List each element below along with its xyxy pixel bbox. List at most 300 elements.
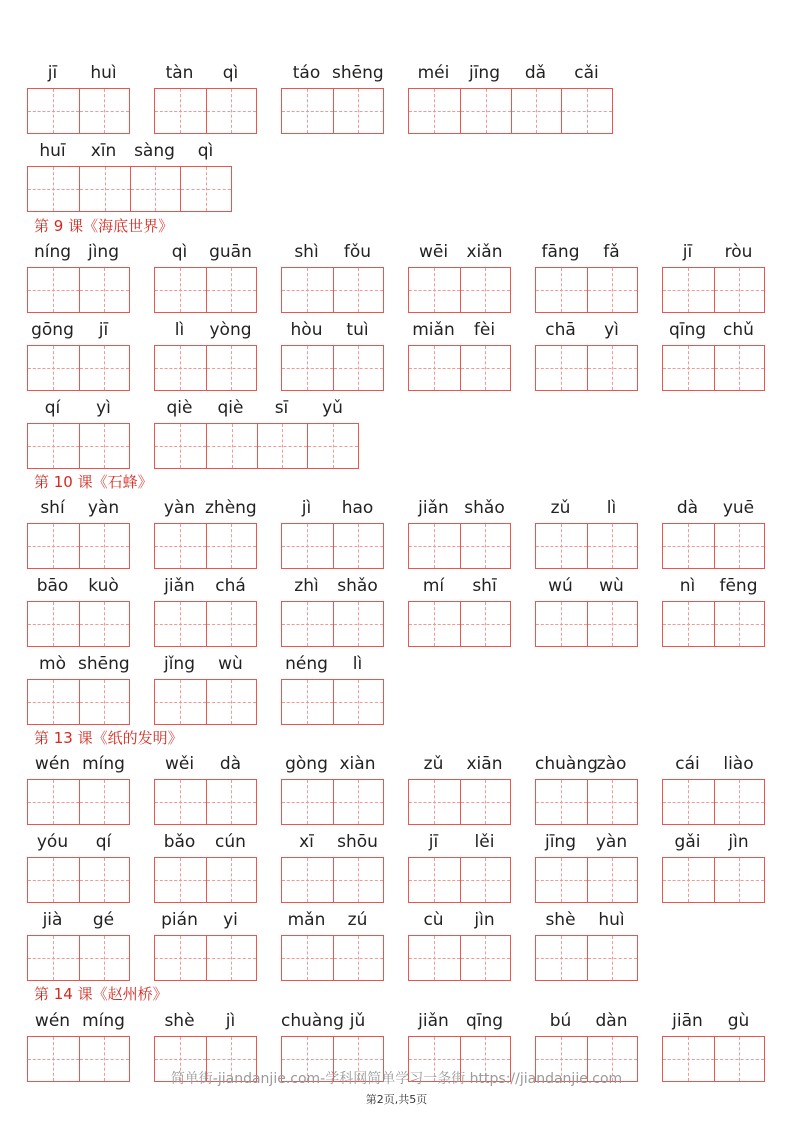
pinyin-group [154, 753, 256, 775]
writing-grid[interactable] [281, 935, 384, 981]
writing-cell[interactable] [155, 680, 206, 724]
pinyin-group [535, 575, 637, 597]
writing-cell[interactable] [79, 424, 130, 468]
writing-cell[interactable] [587, 858, 638, 902]
writing-grid[interactable] [27, 88, 130, 134]
writing-cell[interactable] [257, 424, 308, 468]
pinyin-group [154, 1010, 256, 1032]
writing-grid[interactable] [535, 267, 638, 313]
footer-watermark: 简单街-jiandanjie.com-学科网简单学习一条街 https://jiandanjie.com [170, 1071, 623, 1087]
writing-grid[interactable] [281, 779, 384, 825]
writing-cell[interactable] [79, 780, 130, 824]
writing-cell[interactable] [587, 268, 638, 312]
pinyin-syllable: zhèng [205, 498, 257, 518]
pinyin-group [281, 319, 383, 341]
writing-grid[interactable] [154, 523, 257, 569]
writing-cell[interactable] [79, 858, 130, 902]
pinyin-group [408, 575, 510, 597]
writing-cell[interactable] [663, 858, 714, 902]
writing-cell[interactable] [28, 680, 79, 724]
pinyin-group [27, 241, 129, 263]
writing-grid[interactable] [535, 935, 638, 981]
writing-cell[interactable] [333, 858, 384, 902]
pinyin-syllable: gù [727, 1011, 750, 1031]
pinyin-group [27, 140, 231, 162]
writing-grid[interactable] [154, 857, 257, 903]
writing-grid[interactable] [535, 779, 638, 825]
pinyin-syllable: nì [679, 576, 696, 596]
writing-grid[interactable] [154, 88, 257, 134]
writing-cell[interactable] [282, 602, 333, 646]
pinyin-syllable: zǔ [423, 754, 444, 774]
pinyin-syllable: néng [285, 654, 328, 674]
writing-cell[interactable] [79, 89, 130, 133]
writing-grid[interactable] [27, 601, 130, 647]
pinyin-syllable: jī [47, 63, 58, 83]
writing-cell[interactable] [714, 346, 765, 390]
pinyin-group [281, 909, 383, 931]
pinyin-syllable: huī [39, 141, 66, 161]
writing-cell[interactable] [460, 89, 511, 133]
writing-grid[interactable] [281, 679, 384, 725]
pinyin-group [281, 241, 383, 263]
writing-cell[interactable] [155, 424, 206, 468]
pinyin-syllable: xiān [466, 754, 503, 774]
writing-grid[interactable] [662, 345, 765, 391]
writing-cell[interactable] [714, 602, 765, 646]
writing-cell[interactable] [409, 858, 460, 902]
pinyin-group [154, 497, 256, 519]
writing-grid[interactable] [408, 935, 511, 981]
pinyin-syllable: lì [352, 654, 363, 674]
writing-grid[interactable] [535, 523, 638, 569]
writing-cell[interactable] [155, 524, 206, 568]
pinyin-syllable: liào [723, 754, 754, 774]
pinyin-group [408, 909, 510, 931]
writing-cell[interactable] [714, 780, 765, 824]
writing-cell[interactable] [333, 680, 384, 724]
writing-cell[interactable] [282, 780, 333, 824]
pinyin-syllable: yàn [163, 498, 196, 518]
writing-cell[interactable] [333, 524, 384, 568]
pinyin-group [27, 653, 129, 675]
writing-cell[interactable] [663, 524, 714, 568]
pinyin-syllable: miǎn [412, 320, 455, 340]
pinyin-group [154, 653, 256, 675]
writing-cell[interactable] [155, 89, 206, 133]
writing-cell[interactable] [587, 936, 638, 980]
pinyin-syllable: bú [549, 1011, 572, 1031]
pinyin-syllable: jǔ [349, 1011, 366, 1031]
writing-cell[interactable] [79, 268, 130, 312]
writing-grid[interactable] [27, 423, 130, 469]
writing-cell[interactable] [28, 424, 79, 468]
pinyin-syllable: lěi [474, 832, 495, 852]
writing-grid[interactable] [662, 601, 765, 647]
pinyin-syllable: qí [95, 832, 112, 852]
pinyin-syllable: méi [417, 63, 450, 83]
writing-cell[interactable] [409, 346, 460, 390]
writing-cell[interactable] [333, 346, 384, 390]
writing-grid[interactable] [281, 345, 384, 391]
writing-grid[interactable] [154, 267, 257, 313]
writing-grid[interactable] [662, 267, 765, 313]
pinyin-syllable: fēng [719, 576, 758, 596]
writing-grid[interactable] [535, 601, 638, 647]
writing-cell[interactable] [460, 602, 511, 646]
pinyin-syllable: wú [548, 576, 573, 596]
pinyin-syllable: zú [347, 910, 368, 930]
writing-cell[interactable] [28, 346, 79, 390]
writing-cell[interactable] [155, 346, 206, 390]
pinyin-group [535, 319, 637, 341]
writing-grid[interactable] [27, 345, 130, 391]
writing-cell[interactable] [206, 89, 257, 133]
writing-grid[interactable] [408, 345, 511, 391]
pinyin-syllable: jìn [728, 832, 749, 852]
writing-cell[interactable] [536, 780, 587, 824]
writing-cell[interactable] [155, 780, 206, 824]
pinyin-syllable: yì [96, 398, 111, 418]
pinyin-group [27, 397, 129, 419]
writing-cell[interactable] [409, 89, 460, 133]
pinyin-group [281, 831, 383, 853]
pinyin-syllable: shōu [337, 832, 378, 852]
pinyin-syllable: kuò [88, 576, 119, 596]
writing-grid[interactable] [27, 679, 130, 725]
pinyin-syllable: pián [161, 910, 198, 930]
pinyin-group [27, 319, 129, 341]
writing-grid[interactable] [27, 166, 232, 212]
pinyin-syllable: jiǎn [418, 498, 449, 518]
writing-cell[interactable] [333, 936, 384, 980]
writing-cell[interactable] [206, 424, 257, 468]
writing-cell[interactable] [155, 858, 206, 902]
writing-cell[interactable] [536, 268, 587, 312]
writing-cell[interactable] [79, 680, 130, 724]
pinyin-syllable: jī [682, 242, 693, 262]
writing-cell[interactable] [409, 780, 460, 824]
writing-cell[interactable] [460, 268, 511, 312]
writing-cell[interactable] [206, 346, 257, 390]
pinyin-syllable: bāo [36, 576, 69, 596]
pinyin-group [281, 753, 383, 775]
writing-cell[interactable] [663, 780, 714, 824]
pinyin-syllable: tuì [346, 320, 369, 340]
pinyin-group [281, 1010, 383, 1032]
pinyin-syllable: jì [225, 1011, 236, 1031]
writing-cell[interactable] [28, 268, 79, 312]
writing-cell[interactable] [460, 858, 511, 902]
writing-cell[interactable] [206, 268, 257, 312]
pinyin-group [154, 909, 256, 931]
pinyin-syllable: shǎo [337, 576, 378, 596]
pinyin-group [662, 497, 764, 519]
pinyin-syllable: hao [341, 498, 374, 518]
pinyin-syllable: qì [222, 63, 239, 83]
pinyin-syllable: wù [599, 576, 624, 596]
pinyin-syllable: sàng [134, 141, 175, 161]
writing-grid[interactable] [408, 523, 511, 569]
lesson-heading-13: 第 13 课《纸的发明》 [34, 729, 183, 747]
writing-cell[interactable] [79, 167, 130, 211]
pinyin-syllable: dǎ [524, 63, 547, 83]
writing-cell[interactable] [282, 89, 333, 133]
page-number: 第2页,共5页 [365, 1093, 428, 1106]
pinyin-syllable: wén [34, 754, 71, 774]
pinyin-group [154, 397, 358, 419]
writing-cell[interactable] [460, 936, 511, 980]
writing-cell[interactable] [536, 524, 587, 568]
pinyin-syllable: yuē [722, 498, 755, 518]
pinyin-syllable: ròu [724, 242, 753, 262]
pinyin-group [408, 319, 510, 341]
pinyin-syllable: zhì [294, 576, 319, 596]
writing-cell[interactable] [587, 780, 638, 824]
writing-grid[interactable] [535, 345, 638, 391]
writing-cell[interactable] [333, 89, 384, 133]
writing-grid[interactable] [27, 779, 130, 825]
pinyin-syllable: gǎi [674, 832, 701, 852]
writing-cell[interactable] [79, 602, 130, 646]
pinyin-group [535, 241, 637, 263]
writing-grid[interactable] [408, 267, 511, 313]
pinyin-group [535, 909, 637, 931]
pinyin-syllable: lì [606, 498, 617, 518]
writing-cell[interactable] [307, 424, 358, 468]
pinyin-syllable: tàn [165, 63, 194, 83]
writing-cell[interactable] [460, 780, 511, 824]
pinyin-syllable: dà [676, 498, 699, 518]
pinyin-group [535, 497, 637, 519]
writing-cell[interactable] [282, 346, 333, 390]
pinyin-syllable: wù [218, 654, 243, 674]
pinyin-syllable: xī [299, 832, 314, 852]
writing-cell[interactable] [460, 346, 511, 390]
pinyin-syllable: jiǎn [164, 576, 195, 596]
writing-grid[interactable] [662, 523, 765, 569]
pinyin-syllable: gōng [31, 320, 74, 340]
pinyin-syllable: shè [545, 910, 576, 930]
pinyin-group [281, 497, 383, 519]
writing-grid[interactable] [408, 88, 613, 134]
writing-grid[interactable] [662, 857, 765, 903]
pinyin-syllable: mǎn [287, 910, 326, 930]
pinyin-group [27, 575, 129, 597]
pinyin-group [154, 62, 256, 84]
pinyin-group [27, 1010, 129, 1032]
pinyin-syllable: sī [274, 398, 289, 418]
writing-cell[interactable] [333, 268, 384, 312]
writing-grid[interactable] [27, 935, 130, 981]
pinyin-syllable: jiǎn [418, 1011, 449, 1031]
writing-cell[interactable] [206, 680, 257, 724]
writing-cell[interactable] [206, 780, 257, 824]
writing-cell[interactable] [282, 524, 333, 568]
pinyin-syllable: chā [545, 320, 576, 340]
writing-grid[interactable] [27, 857, 130, 903]
pinyin-syllable: huì [598, 910, 625, 930]
pinyin-group [662, 831, 764, 853]
pinyin-syllable: cǎi [574, 63, 599, 83]
writing-cell[interactable] [28, 89, 79, 133]
writing-cell[interactable] [180, 167, 231, 211]
writing-cell[interactable] [409, 936, 460, 980]
pinyin-syllable: shí [40, 498, 65, 518]
pinyin-syllable: jì [301, 498, 312, 518]
pinyin-syllable: yì [604, 320, 619, 340]
writing-cell[interactable] [663, 268, 714, 312]
writing-grid[interactable] [408, 779, 511, 825]
writing-cell[interactable] [155, 602, 206, 646]
pinyin-group [154, 831, 256, 853]
pinyin-syllable: lì [174, 320, 185, 340]
pinyin-group [281, 575, 383, 597]
pinyin-syllable: yi [223, 910, 238, 930]
writing-grid[interactable] [281, 267, 384, 313]
pinyin-syllable: yàn [87, 498, 120, 518]
pinyin-syllable: xiàn [339, 754, 376, 774]
writing-grid[interactable] [154, 345, 257, 391]
lesson-heading-10: 第 10 课《石蜂》 [34, 473, 153, 491]
writing-cell[interactable] [536, 602, 587, 646]
writing-cell[interactable] [536, 858, 587, 902]
writing-cell[interactable] [714, 524, 765, 568]
writing-cell[interactable] [79, 346, 130, 390]
pinyin-syllable: fǎ [603, 242, 620, 262]
pinyin-syllable: shǎo [464, 498, 505, 518]
writing-cell[interactable] [282, 680, 333, 724]
writing-cell[interactable] [79, 524, 130, 568]
writing-cell[interactable] [536, 936, 587, 980]
pinyin-syllable: jìn [474, 910, 495, 930]
writing-grid[interactable] [154, 679, 257, 725]
writing-cell[interactable] [333, 602, 384, 646]
writing-grid[interactable] [408, 857, 511, 903]
pinyin-group [408, 241, 510, 263]
pinyin-syllable: fǒu [343, 242, 372, 262]
writing-cell[interactable] [206, 524, 257, 568]
pinyin-syllable: xiǎn [466, 242, 503, 262]
writing-cell[interactable] [714, 858, 765, 902]
pinyin-syllable: cún [215, 832, 246, 852]
pinyin-group [408, 1010, 510, 1032]
pinyin-syllable: gòng [285, 754, 328, 774]
pinyin-syllable: yǔ [322, 398, 343, 418]
pinyin-group [281, 653, 383, 675]
writing-cell[interactable] [206, 936, 257, 980]
pinyin-syllable: chǔ [723, 320, 754, 340]
writing-cell[interactable] [79, 936, 130, 980]
writing-grid[interactable] [154, 601, 257, 647]
writing-cell[interactable] [28, 524, 79, 568]
lesson-heading-9: 第 9 课《海底世界》 [34, 217, 174, 235]
writing-grid[interactable] [154, 779, 257, 825]
pinyin-group [662, 319, 764, 341]
writing-cell[interactable] [28, 602, 79, 646]
writing-grid[interactable] [281, 88, 384, 134]
pinyin-syllable: wěi [164, 754, 195, 774]
writing-grid[interactable] [281, 857, 384, 903]
pinyin-syllable: mò [39, 654, 66, 674]
writing-cell[interactable] [282, 858, 333, 902]
pinyin-group [535, 1010, 637, 1032]
pinyin-syllable: jīng [468, 63, 500, 83]
writing-cell[interactable] [714, 268, 765, 312]
writing-cell[interactable] [587, 346, 638, 390]
pinyin-syllable: bǎo [163, 832, 196, 852]
writing-cell[interactable] [282, 936, 333, 980]
pinyin-syllable: fèi [473, 320, 496, 340]
writing-grid[interactable] [281, 523, 384, 569]
pinyin-syllable: zào [596, 754, 627, 774]
writing-grid[interactable] [27, 523, 130, 569]
writing-grid[interactable] [27, 267, 130, 313]
writing-cell[interactable] [28, 167, 79, 211]
writing-cell[interactable] [409, 524, 460, 568]
writing-cell[interactable] [409, 268, 460, 312]
writing-cell[interactable] [536, 346, 587, 390]
pinyin-syllable: cù [423, 910, 444, 930]
pinyin-syllable: xīn [90, 141, 117, 161]
pinyin-group [27, 909, 129, 931]
pinyin-syllable: jǐng [163, 654, 195, 674]
writing-cell[interactable] [28, 780, 79, 824]
writing-cell[interactable] [460, 524, 511, 568]
writing-cell[interactable] [663, 602, 714, 646]
pinyin-group [408, 831, 510, 853]
writing-cell[interactable] [155, 268, 206, 312]
writing-cell[interactable] [561, 89, 612, 133]
pinyin-syllable: hòu [290, 320, 323, 340]
pinyin-syllable: yàn [595, 832, 628, 852]
writing-grid[interactable] [281, 601, 384, 647]
pinyin-group [281, 62, 383, 84]
writing-cell[interactable] [28, 858, 79, 902]
writing-cell[interactable] [587, 602, 638, 646]
writing-cell[interactable] [155, 936, 206, 980]
writing-cell[interactable] [663, 346, 714, 390]
pinyin-group [154, 241, 256, 263]
writing-cell[interactable] [130, 167, 181, 211]
writing-cell[interactable] [409, 602, 460, 646]
writing-cell[interactable] [333, 780, 384, 824]
lesson-heading-14: 第 14 课《赵州桥》 [34, 985, 168, 1003]
pinyin-syllable: níng [33, 242, 72, 262]
pinyin-syllable: qiè [166, 398, 193, 418]
pinyin-syllable: táo [292, 63, 321, 83]
pinyin-group [662, 1010, 764, 1032]
pinyin-group [408, 753, 510, 775]
pinyin-group [662, 575, 764, 597]
writing-grid[interactable] [662, 779, 765, 825]
pinyin-syllable: gé [92, 910, 115, 930]
writing-cell[interactable] [282, 268, 333, 312]
writing-grid[interactable] [154, 935, 257, 981]
writing-cell[interactable] [206, 602, 257, 646]
pinyin-group [408, 497, 510, 519]
pinyin-syllable: jī [98, 320, 109, 340]
writing-grid[interactable] [535, 857, 638, 903]
writing-cell[interactable] [206, 858, 257, 902]
writing-cell[interactable] [28, 936, 79, 980]
pinyin-syllable: shì [294, 242, 319, 262]
pinyin-syllable: míng [82, 754, 125, 774]
writing-cell[interactable] [511, 89, 562, 133]
writing-cell[interactable] [587, 524, 638, 568]
writing-grid[interactable] [154, 423, 359, 469]
writing-grid[interactable] [408, 601, 511, 647]
